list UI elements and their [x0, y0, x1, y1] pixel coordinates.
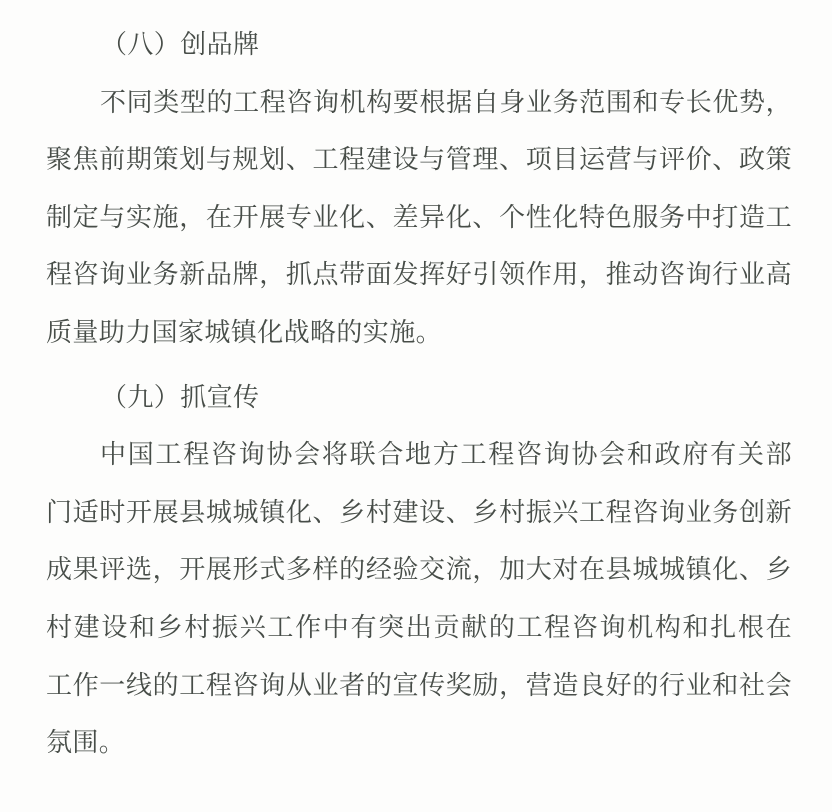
text-line: 制定与实施，在开展专业化、差异化、个性化特色服务中打造工: [46, 202, 792, 232]
text-line: 门适时开展县城城镇化、乡村建设、乡村振兴工程咨询业务创新: [46, 497, 792, 527]
text-line: 质量助力国家城镇化战略的实施。: [46, 317, 443, 347]
section-heading-8: （八）创品牌: [101, 30, 260, 59]
text-line: 中国工程咨询协会将联合地方工程咨询协会和政府有关部: [100, 440, 792, 470]
text-line: 成果评选，开展形式多样的经验交流，加大对在县城城镇化、乡: [46, 555, 792, 585]
section-heading-9: （九）抓宣传: [101, 382, 260, 412]
text-line: 程咨询业务新品牌，抓点带面发挥好引领作用，推动咨询行业高: [46, 260, 792, 290]
text-line: 氛围。: [46, 728, 126, 758]
text-line: 聚焦前期策划与规划、工程建设与管理、项目运营与评价、政策: [46, 145, 792, 175]
text-line: 村建设和乡村振兴工作中有突出贡献的工程咨询机构和扎根在: [46, 612, 792, 642]
text-line: 不同类型的工程咨询机构要根据自身业务范围和专长优势，: [100, 87, 792, 117]
text-line: 工作一线的工程咨询从业者的宣传奖励，营造良好的行业和社会: [46, 670, 792, 700]
